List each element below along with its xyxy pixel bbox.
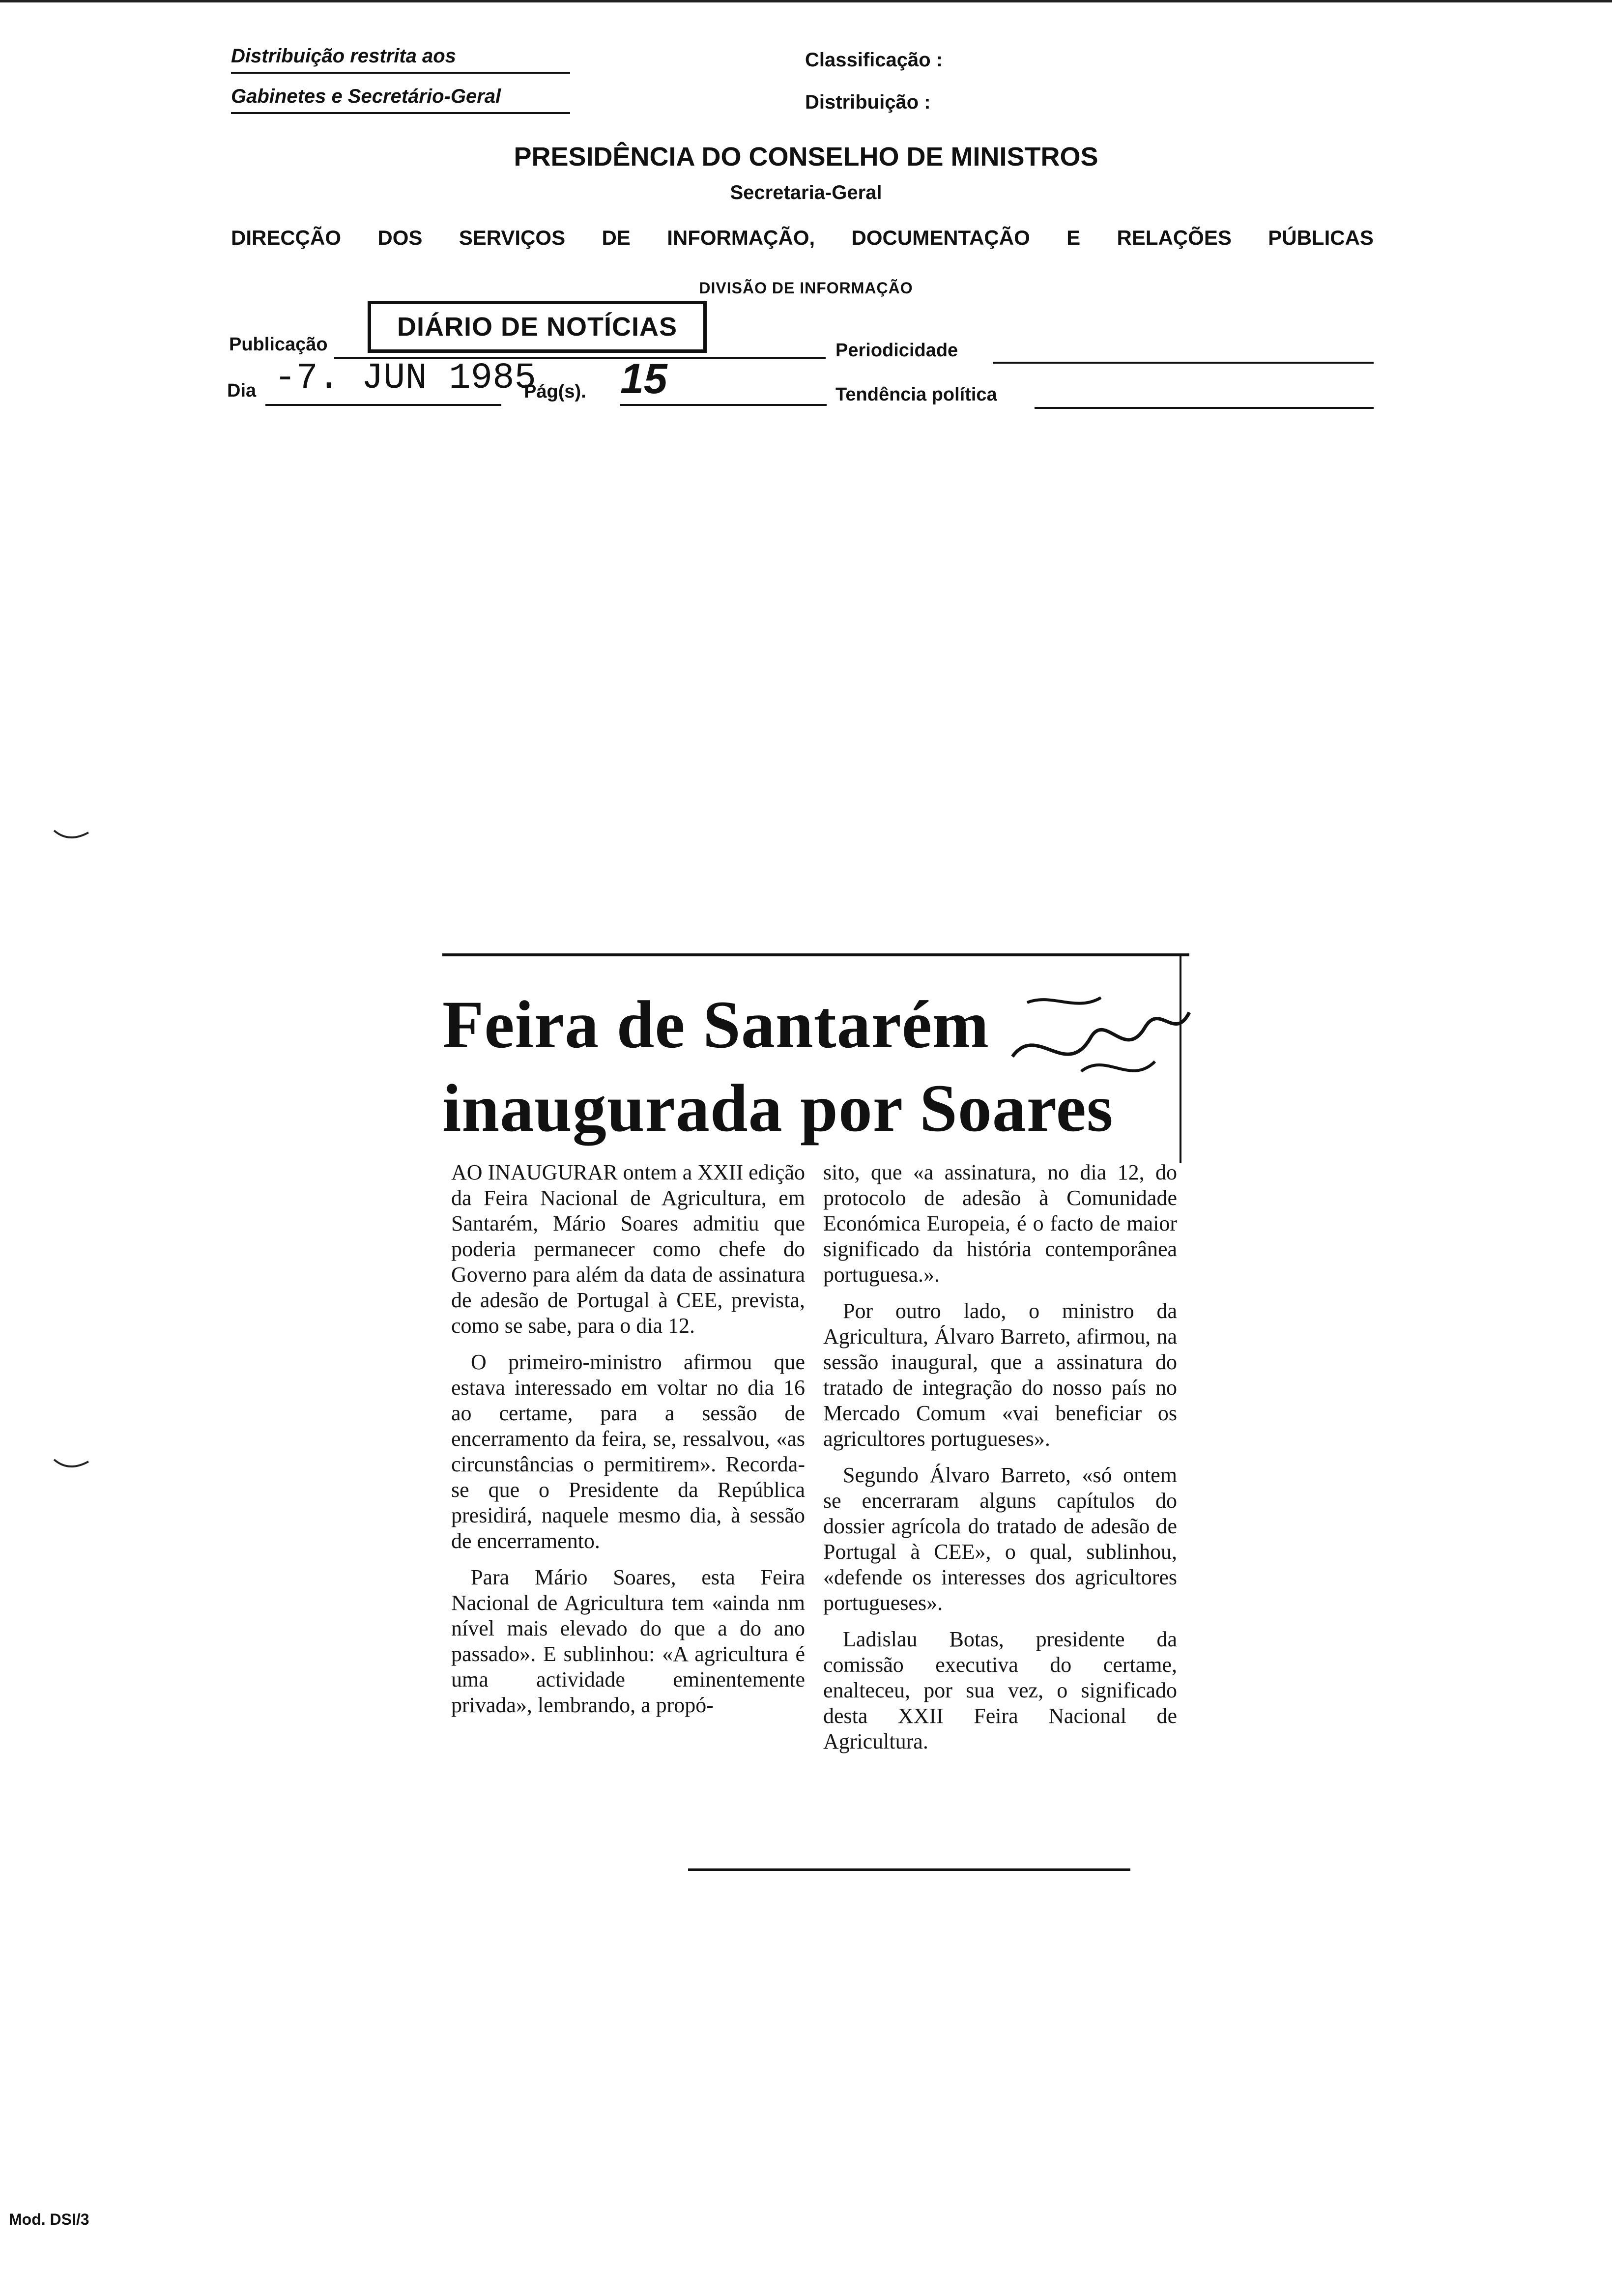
pages-handwritten-value: 15	[620, 355, 667, 402]
distribution-note-line-1: Distribuição restrita aos	[231, 45, 456, 67]
organization-subtitle: Secretaria-Geral	[730, 182, 882, 203]
article-paragraph: Segundo Álvaro Barreto, «só ontem se encerraram alguns capítulos do dossier agrícola do tratado de adesão de Portugal à CEE», o qual, sublinhou, «defende os interesses dos agricultores portugueses».	[823, 1463, 1177, 1615]
division-label: DIVISÃO DE INFORMAÇÃO	[699, 279, 913, 297]
day-label: Dia	[227, 380, 257, 401]
classification-label: Classificação :	[805, 49, 943, 71]
article-paragraph: O primeiro-ministro afirmou que estava interessado em voltar no dia 16 ao certame, para a sessão de encerramento da feira, se, ressalvou, «as circunstâncias o permitirem». Recorda-se que o Presidente da República presidirá, naquele mesmo dia, à sessão de encerramento.	[451, 1350, 805, 1553]
article-paragraph: Ladislau Botas, presidente da comissão executiva do certame, enalteceu, por sua vez, o significado desta XXII Feira Nacional de Agricultura.	[823, 1627, 1177, 1753]
direction-word: DIRECÇÃO	[231, 226, 342, 249]
publication-stamp: DIÁRIO DE NOTÍCIAS	[368, 301, 707, 353]
punch-hole-mark	[49, 1455, 98, 1474]
periodicity-underline	[993, 362, 1374, 364]
organization-title: PRESIDÊNCIA DO CONSELHO DE MINISTROS	[514, 142, 1098, 172]
form-code: Mod. DSI/3	[9, 2210, 89, 2228]
article-paragraph: AO INAUGURAR ontem a XXII edição da Feira Nacional de Agricultura, em Santarém, Mário Soares admitiu que poderia permanecer como chefe do Governo para além da data de assinatura de adesão de Portugal à CEE, prevista, como se sabe, para o dia 12.	[451, 1160, 805, 1338]
direction-word: DOCUMENTAÇÃO	[851, 226, 1030, 249]
direction-word: PÚBLICAS	[1268, 226, 1374, 249]
article-column-right	[823, 1160, 1177, 1765]
direction-word: E	[1066, 226, 1081, 249]
article-paragraph: Para Mário Soares, esta Feira Nacional de Agricultura tem «ainda nm nível mais elevado do que a do ano passado». E sublinhou: «A agricultura é uma actividade eminentemente privada», lembrando, a propó-	[451, 1565, 805, 1717]
pages-underline	[620, 404, 827, 406]
direction-word: SERVIÇOS	[459, 226, 566, 249]
distribution-underline-2	[231, 112, 570, 114]
article-column-left	[451, 1160, 805, 1729]
article-paragraph: Por outro lado, o ministro da Agricultura, Álvaro Barreto, afirmou, na sessão inaugural, que a assinatura do tratado de integração do nosso país no Mercado Comum «vai beneficiar os agricultores portugueses».	[823, 1299, 1177, 1451]
top-border	[0, 0, 1612, 2]
periodicity-label: Periodicidade	[835, 340, 958, 361]
distribution-underline-1	[231, 72, 570, 74]
publication-label: Publicação	[229, 334, 328, 355]
date-stamp: -7. JUN 1985	[274, 358, 536, 399]
political-tendency-label: Tendência política	[835, 384, 997, 405]
pages-label: Pág(s).	[524, 381, 586, 402]
handwritten-annotation	[1008, 983, 1194, 1101]
direction-line	[231, 226, 1374, 250]
political-tendency-underline	[1035, 407, 1374, 409]
direction-word: DE	[602, 226, 631, 249]
headline-line-1: Feira de Santarém	[442, 987, 990, 1062]
clipping-top-rule	[442, 953, 1189, 956]
distribution-note-line-2: Gabinetes e Secretário-Geral	[231, 86, 501, 107]
direction-word: INFORMAÇÃO,	[667, 226, 815, 249]
headline-line-2: inaugurada por Soares	[442, 1070, 1114, 1146]
direction-word: RELAÇÕES	[1117, 226, 1232, 249]
distribution-label: Distribuição :	[805, 91, 931, 113]
day-underline	[265, 404, 501, 406]
article-paragraph: sito, que «a assinatura, no dia 12, do protocolo de adesão à Comunidade Económica Europeia, é o facto de maior significado da história contemporânea portuguesa.».	[823, 1160, 1177, 1287]
clipping-bottom-rule	[688, 1868, 1130, 1871]
direction-word: DOS	[377, 226, 423, 249]
punch-hole-mark	[49, 826, 98, 845]
